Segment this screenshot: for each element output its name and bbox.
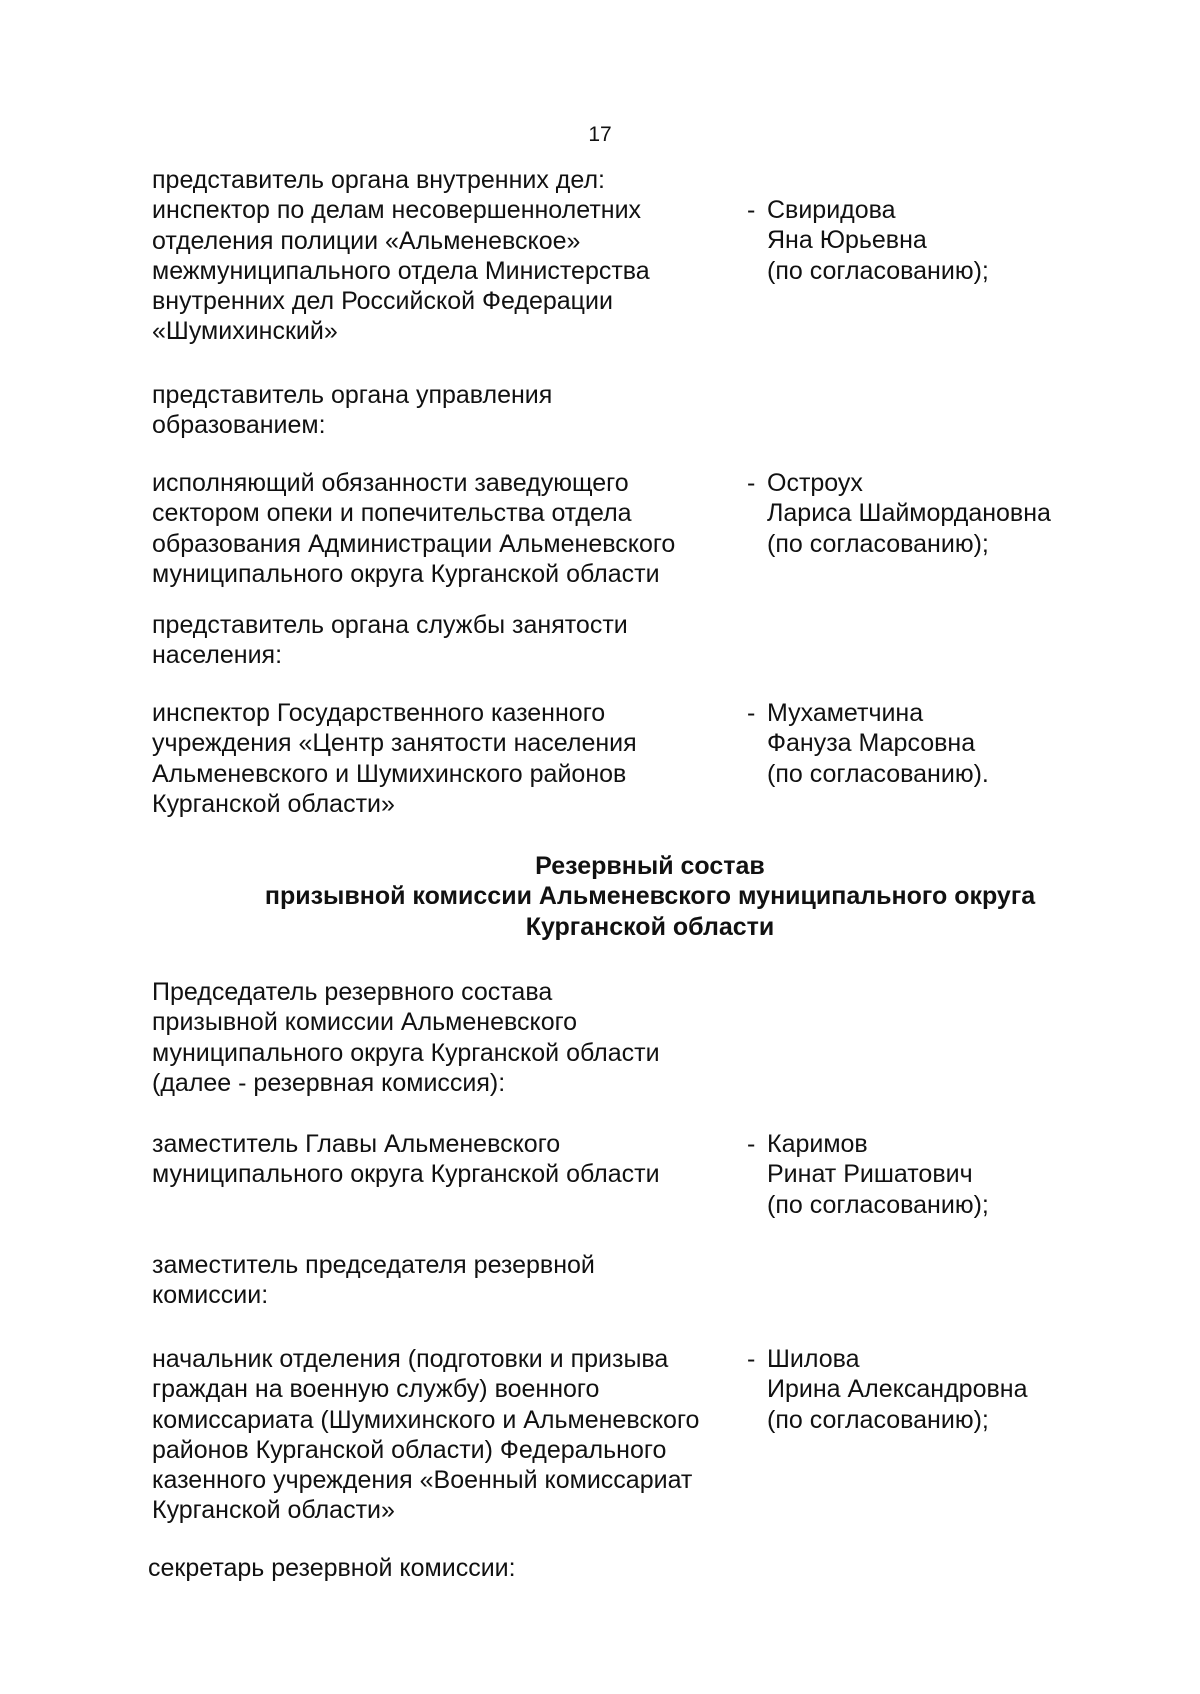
member-guardianship: [152, 468, 1051, 589]
role-heading-chairman: Председатель резервного состава призывной комиссии Альменевского муниципального округа Курганской области (далее - резервная комиссия):: [152, 978, 660, 1097]
member-name: - Шилова Ирина Александровна (по согласованию);: [747, 1345, 1028, 1434]
member-name: - Каримов Ринат Ришатович (по согласованию);: [747, 1130, 989, 1219]
member-name: - Свиридова Яна Юрьевна (по согласованию);: [747, 196, 989, 285]
dash: -: [747, 196, 756, 224]
dash: -: [747, 1345, 756, 1373]
dash: -: [747, 1130, 756, 1158]
member-name: - Мухаметчина Фануза Марсовна (по согласованию).: [747, 699, 989, 788]
role-heading-education: представитель органа управления образованием:: [152, 381, 553, 440]
position-description: инспектор Государственного казенного учреждения «Центр занятости населения Альменевского и Шумихинского районов Курганской области»: [152, 699, 637, 818]
role-heading-employment: представитель органа службы занятости населения:: [152, 611, 628, 670]
role-heading-secretary: секретарь резервной комиссии:: [148, 1554, 516, 1582]
role-heading-deputy: заместитель председателя резервной комиссии:: [152, 1251, 595, 1310]
page-number: 17: [588, 123, 612, 146]
member-internal-affairs: [152, 165, 989, 347]
member-name: - Остроух Лариса Шаймордановна (по согласованию);: [747, 469, 1051, 558]
position-description: начальник отделения (подготовки и призыва граждан на военную службу) военного комиссариата (Шумихинского и Альменевского районов Курганской области) Федерального казенного учреждения «Военный комиссариат Курганской области»: [152, 1345, 700, 1525]
member-deputy: [152, 1344, 1028, 1526]
dash: -: [747, 469, 756, 497]
dash: -: [747, 699, 756, 727]
position-description: заместитель Главы Альменевского муниципального округа Курганской области: [152, 1130, 660, 1189]
member-employment: [152, 698, 989, 819]
position-description: исполняющий обязанности заведующего сектором опеки и попечительства отдела образования Администрации Альменевского муниципального округа Курганской области: [152, 469, 676, 588]
member-chairman: [152, 1129, 989, 1219]
section-title: Резервный состав призывной комиссии Альменевского муниципального округа Курганской области: [264, 852, 1036, 941]
position-description: представитель органа внутренних дел: инспектор по делам несовершеннолетних отделения полиции «Альменевское» межмуниципального отдела Министерства внутренних дел Российской Федерации «Шумихинский»: [152, 166, 650, 346]
